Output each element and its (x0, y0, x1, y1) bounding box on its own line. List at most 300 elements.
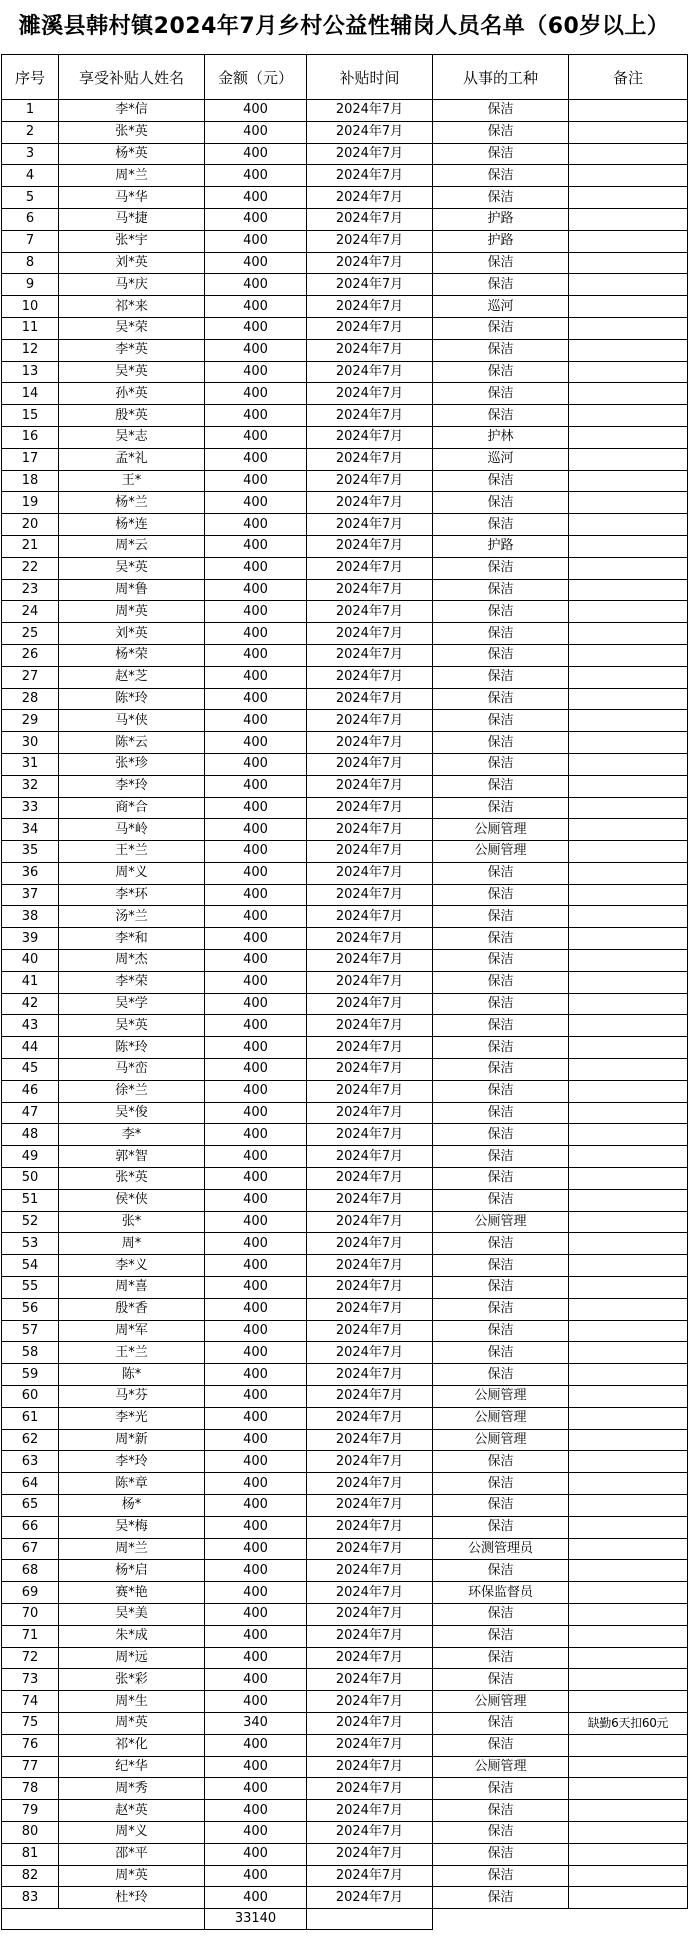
table-row (2, 1429, 688, 1451)
table-row (2, 1386, 688, 1408)
row-period: 2024年7月 (307, 928, 433, 950)
row-name: 李*玲 (59, 1451, 205, 1473)
row-amount: 400 (205, 1429, 307, 1451)
row-name: 郭*智 (59, 1146, 205, 1168)
row-index: 43 (2, 1015, 59, 1037)
row-remark (569, 1516, 688, 1538)
table-row (2, 819, 688, 841)
row-job: 巡河 (433, 296, 569, 318)
row-amount: 400 (205, 644, 307, 666)
row-period: 2024年7月 (307, 470, 433, 492)
row-name: 吴*英 (59, 1015, 205, 1037)
row-name: 张* (59, 1211, 205, 1233)
row-name: 周*鲁 (59, 579, 205, 601)
row-amount: 400 (205, 950, 307, 972)
row-job: 公厕管理 (433, 1756, 569, 1778)
row-name: 李*环 (59, 884, 205, 906)
row-amount: 400 (205, 862, 307, 884)
row-job: 保洁 (433, 1277, 569, 1299)
row-job: 保洁 (433, 470, 569, 492)
row-index: 45 (2, 1059, 59, 1081)
table-row (2, 666, 688, 688)
row-name: 周*云 (59, 535, 205, 557)
total-amount: 33140 (205, 1909, 307, 1930)
row-index: 76 (2, 1734, 59, 1756)
table-row (2, 1168, 688, 1190)
row-amount: 400 (205, 1277, 307, 1299)
header-job: 从事的工种 (433, 55, 569, 100)
row-period: 2024年7月 (307, 971, 433, 993)
row-amount: 400 (205, 1516, 307, 1538)
row-remark (569, 339, 688, 361)
row-job: 保洁 (433, 514, 569, 536)
row-job: 保洁 (433, 1516, 569, 1538)
row-name: 商*合 (59, 797, 205, 819)
row-period: 2024年7月 (307, 1298, 433, 1320)
row-remark (569, 1277, 688, 1299)
row-name: 殷*香 (59, 1298, 205, 1320)
row-job: 保洁 (433, 1865, 569, 1887)
row-period: 2024年7月 (307, 1124, 433, 1146)
row-amount: 400 (205, 1560, 307, 1582)
header-remark: 备注 (569, 55, 688, 100)
row-index: 15 (2, 405, 59, 427)
header-amount: 金额（元） (205, 55, 307, 100)
row-job: 保洁 (433, 252, 569, 274)
row-period: 2024年7月 (307, 1059, 433, 1081)
row-amount: 400 (205, 1865, 307, 1887)
row-remark (569, 1778, 688, 1800)
row-amount: 400 (205, 753, 307, 775)
row-index: 61 (2, 1407, 59, 1429)
row-name: 赵*英 (59, 1800, 205, 1822)
row-name: 周*杰 (59, 950, 205, 972)
table-row (2, 1255, 688, 1277)
table-row (2, 1821, 688, 1843)
row-amount: 400 (205, 405, 307, 427)
row-index: 62 (2, 1429, 59, 1451)
row-remark (569, 1320, 688, 1342)
row-index: 5 (2, 187, 59, 209)
row-amount: 400 (205, 339, 307, 361)
row-name: 李*信 (59, 100, 205, 122)
row-amount: 400 (205, 1233, 307, 1255)
row-period: 2024年7月 (307, 1756, 433, 1778)
row-remark (569, 557, 688, 579)
row-remark (569, 230, 688, 252)
row-name: 刘*英 (59, 252, 205, 274)
table-row (2, 1298, 688, 1320)
row-period: 2024年7月 (307, 644, 433, 666)
row-remark (569, 143, 688, 165)
row-remark (569, 688, 688, 710)
table-row (2, 1712, 688, 1734)
row-index: 20 (2, 514, 59, 536)
row-index: 75 (2, 1712, 59, 1734)
row-index: 78 (2, 1778, 59, 1800)
row-index: 55 (2, 1277, 59, 1299)
row-remark (569, 1495, 688, 1517)
table-row (2, 1778, 688, 1800)
row-index: 7 (2, 230, 59, 252)
table-row (2, 623, 688, 645)
row-remark (569, 470, 688, 492)
row-name: 周*义 (59, 862, 205, 884)
row-index: 64 (2, 1473, 59, 1495)
row-job: 保洁 (433, 928, 569, 950)
row-name: 李*玲 (59, 775, 205, 797)
row-amount: 400 (205, 819, 307, 841)
row-remark (569, 1625, 688, 1647)
table-row (2, 426, 688, 448)
row-job: 保洁 (433, 1778, 569, 1800)
row-period: 2024年7月 (307, 884, 433, 906)
row-index: 22 (2, 557, 59, 579)
row-index: 71 (2, 1625, 59, 1647)
row-index: 83 (2, 1887, 59, 1909)
row-amount: 400 (205, 797, 307, 819)
row-job: 保洁 (433, 971, 569, 993)
row-amount: 400 (205, 296, 307, 318)
table-row (2, 1233, 688, 1255)
row-name: 李*英 (59, 339, 205, 361)
row-period: 2024年7月 (307, 121, 433, 143)
row-index: 1 (2, 100, 59, 122)
row-index: 51 (2, 1189, 59, 1211)
row-remark (569, 1233, 688, 1255)
row-remark (569, 579, 688, 601)
row-index: 58 (2, 1342, 59, 1364)
row-job: 保洁 (433, 710, 569, 732)
row-name: 王*兰 (59, 841, 205, 863)
row-amount: 400 (205, 1102, 307, 1124)
row-name: 杨*启 (59, 1560, 205, 1582)
row-index: 12 (2, 339, 59, 361)
row-remark (569, 1189, 688, 1211)
row-name: 汤*兰 (59, 906, 205, 928)
table-row (2, 1189, 688, 1211)
row-index: 60 (2, 1386, 59, 1408)
row-index: 37 (2, 884, 59, 906)
row-period: 2024年7月 (307, 100, 433, 122)
row-remark (569, 862, 688, 884)
row-amount: 400 (205, 274, 307, 296)
row-remark (569, 100, 688, 122)
row-job: 保洁 (433, 1080, 569, 1102)
row-amount: 400 (205, 470, 307, 492)
row-amount: 400 (205, 928, 307, 950)
row-period: 2024年7月 (307, 1691, 433, 1713)
row-period: 2024年7月 (307, 383, 433, 405)
row-period: 2024年7月 (307, 1189, 433, 1211)
row-remark (569, 121, 688, 143)
row-job: 保洁 (433, 884, 569, 906)
table-row (2, 1865, 688, 1887)
row-index: 63 (2, 1451, 59, 1473)
row-index: 67 (2, 1538, 59, 1560)
row-amount: 400 (205, 557, 307, 579)
row-period: 2024年7月 (307, 165, 433, 187)
row-period: 2024年7月 (307, 862, 433, 884)
row-job: 保洁 (433, 1712, 569, 1734)
row-name: 马*峦 (59, 1059, 205, 1081)
table-row (2, 775, 688, 797)
row-amount: 400 (205, 1146, 307, 1168)
row-job: 保洁 (433, 1015, 569, 1037)
row-amount: 400 (205, 121, 307, 143)
row-index: 48 (2, 1124, 59, 1146)
row-job: 保洁 (433, 862, 569, 884)
table-row (2, 1843, 688, 1865)
row-amount: 400 (205, 1821, 307, 1843)
row-index: 80 (2, 1821, 59, 1843)
row-index: 17 (2, 448, 59, 470)
row-period: 2024年7月 (307, 1451, 433, 1473)
row-name: 杨*荣 (59, 644, 205, 666)
row-period: 2024年7月 (307, 732, 433, 754)
row-period: 2024年7月 (307, 1320, 433, 1342)
row-index: 19 (2, 492, 59, 514)
row-job: 护林 (433, 426, 569, 448)
row-amount: 400 (205, 884, 307, 906)
row-amount: 400 (205, 1015, 307, 1037)
table-row (2, 143, 688, 165)
row-index: 2 (2, 121, 59, 143)
row-remark (569, 361, 688, 383)
row-period: 2024年7月 (307, 1712, 433, 1734)
row-period: 2024年7月 (307, 296, 433, 318)
row-amount: 400 (205, 1320, 307, 1342)
row-index: 39 (2, 928, 59, 950)
row-job: 保洁 (433, 1603, 569, 1625)
row-amount: 400 (205, 1734, 307, 1756)
total-empty-cell (59, 1909, 205, 1930)
row-index: 21 (2, 535, 59, 557)
row-period: 2024年7月 (307, 797, 433, 819)
row-remark (569, 1582, 688, 1604)
table-row (2, 971, 688, 993)
row-name: 杨*兰 (59, 492, 205, 514)
row-amount: 400 (205, 187, 307, 209)
row-job: 保洁 (433, 339, 569, 361)
row-period: 2024年7月 (307, 1168, 433, 1190)
row-index: 26 (2, 644, 59, 666)
row-amount: 400 (205, 1037, 307, 1059)
row-amount: 400 (205, 841, 307, 863)
table-row (2, 906, 688, 928)
row-period: 2024年7月 (307, 514, 433, 536)
row-name: 祁*来 (59, 296, 205, 318)
row-name: 吴*学 (59, 993, 205, 1015)
row-index: 49 (2, 1146, 59, 1168)
row-amount: 400 (205, 426, 307, 448)
row-job: 保洁 (433, 1233, 569, 1255)
row-remark (569, 993, 688, 1015)
table-row (2, 1495, 688, 1517)
row-period: 2024年7月 (307, 1277, 433, 1299)
row-period: 2024年7月 (307, 252, 433, 274)
row-amount: 400 (205, 1887, 307, 1909)
row-job: 保洁 (433, 100, 569, 122)
table-row (2, 165, 688, 187)
row-amount: 400 (205, 1451, 307, 1473)
row-index: 14 (2, 383, 59, 405)
row-amount: 400 (205, 1756, 307, 1778)
row-period: 2024年7月 (307, 775, 433, 797)
row-job: 保洁 (433, 1255, 569, 1277)
row-job: 保洁 (433, 579, 569, 601)
row-amount: 400 (205, 492, 307, 514)
row-name: 张*彩 (59, 1669, 205, 1691)
row-job: 保洁 (433, 797, 569, 819)
row-name: 吴*英 (59, 557, 205, 579)
row-name: 马*岭 (59, 819, 205, 841)
row-remark (569, 252, 688, 274)
row-remark (569, 928, 688, 950)
row-name: 张*英 (59, 121, 205, 143)
row-period: 2024年7月 (307, 208, 433, 230)
row-index: 8 (2, 252, 59, 274)
row-index: 27 (2, 666, 59, 688)
table-row (2, 1625, 688, 1647)
row-amount: 400 (205, 1124, 307, 1146)
row-name: 李*义 (59, 1255, 205, 1277)
row-name: 赵*芝 (59, 666, 205, 688)
row-name: 周*兰 (59, 1538, 205, 1560)
row-remark (569, 405, 688, 427)
row-period: 2024年7月 (307, 710, 433, 732)
row-index: 52 (2, 1211, 59, 1233)
table-row (2, 1582, 688, 1604)
table-row (2, 100, 688, 122)
row-index: 56 (2, 1298, 59, 1320)
table-row (2, 862, 688, 884)
row-amount: 400 (205, 579, 307, 601)
row-job: 护路 (433, 535, 569, 557)
row-period: 2024年7月 (307, 753, 433, 775)
table-row (2, 1277, 688, 1299)
row-remark (569, 1887, 688, 1909)
row-index: 44 (2, 1037, 59, 1059)
row-period: 2024年7月 (307, 688, 433, 710)
row-job: 保洁 (433, 1800, 569, 1822)
row-index: 36 (2, 862, 59, 884)
row-job: 保洁 (433, 1342, 569, 1364)
table-row (2, 1647, 688, 1669)
row-name: 陈*玲 (59, 688, 205, 710)
row-name: 吴*志 (59, 426, 205, 448)
row-remark (569, 1059, 688, 1081)
table-row (2, 557, 688, 579)
row-job: 保洁 (433, 317, 569, 339)
row-name: 杜*玲 (59, 1887, 205, 1909)
row-remark (569, 644, 688, 666)
row-remark (569, 797, 688, 819)
table-row (2, 535, 688, 557)
row-amount: 400 (205, 252, 307, 274)
row-name: 吴*俊 (59, 1102, 205, 1124)
row-name: 李*荣 (59, 971, 205, 993)
row-job: 保洁 (433, 1473, 569, 1495)
row-remark (569, 775, 688, 797)
row-period: 2024年7月 (307, 143, 433, 165)
table-row (2, 1124, 688, 1146)
row-remark (569, 1756, 688, 1778)
row-index: 41 (2, 971, 59, 993)
table-row (2, 1560, 688, 1582)
row-amount: 400 (205, 208, 307, 230)
row-job: 保洁 (433, 1669, 569, 1691)
row-job: 保洁 (433, 1320, 569, 1342)
row-period: 2024年7月 (307, 1015, 433, 1037)
row-name: 侯*侠 (59, 1189, 205, 1211)
row-amount: 400 (205, 1298, 307, 1320)
row-amount: 400 (205, 1364, 307, 1386)
row-amount: 400 (205, 1625, 307, 1647)
row-period: 2024年7月 (307, 1800, 433, 1822)
table-row (2, 644, 688, 666)
row-amount: 400 (205, 361, 307, 383)
row-name: 杨*英 (59, 143, 205, 165)
table-row (2, 1102, 688, 1124)
row-index: 33 (2, 797, 59, 819)
table-row (2, 230, 688, 252)
row-name: 周*英 (59, 601, 205, 623)
row-job: 保洁 (433, 1625, 569, 1647)
row-job: 保洁 (433, 143, 569, 165)
document-title: 濉溪县韩村镇2024年7月乡村公益性辅岗人员名单（60岁以上） (18, 14, 670, 39)
row-period: 2024年7月 (307, 230, 433, 252)
row-job: 保洁 (433, 688, 569, 710)
row-remark (569, 1800, 688, 1822)
row-period: 2024年7月 (307, 601, 433, 623)
table-row (2, 1146, 688, 1168)
row-name: 张*英 (59, 1168, 205, 1190)
row-remark (569, 753, 688, 775)
row-index: 28 (2, 688, 59, 710)
row-job: 公厕管理 (433, 819, 569, 841)
table-row (2, 1364, 688, 1386)
row-period: 2024年7月 (307, 535, 433, 557)
row-amount: 400 (205, 666, 307, 688)
table-row (2, 339, 688, 361)
row-remark (569, 1211, 688, 1233)
row-index: 50 (2, 1168, 59, 1190)
row-job: 保洁 (433, 1168, 569, 1190)
row-amount: 400 (205, 143, 307, 165)
table-row (2, 1342, 688, 1364)
row-name: 徐*兰 (59, 1080, 205, 1102)
total-blank-cell (433, 1909, 569, 1930)
table-row (2, 187, 688, 209)
row-amount: 400 (205, 1255, 307, 1277)
row-period: 2024年7月 (307, 950, 433, 972)
row-amount: 400 (205, 1603, 307, 1625)
row-period: 2024年7月 (307, 1647, 433, 1669)
table-row (2, 601, 688, 623)
row-remark (569, 623, 688, 645)
row-job: 公厕管理 (433, 1691, 569, 1713)
row-name: 李*和 (59, 928, 205, 950)
row-remark (569, 274, 688, 296)
row-period: 2024年7月 (307, 1625, 433, 1647)
row-period: 2024年7月 (307, 1342, 433, 1364)
row-name: 李*光 (59, 1407, 205, 1429)
row-job: 保洁 (433, 906, 569, 928)
row-index: 13 (2, 361, 59, 383)
row-job: 保洁 (433, 383, 569, 405)
total-empty-cell (2, 1909, 59, 1930)
